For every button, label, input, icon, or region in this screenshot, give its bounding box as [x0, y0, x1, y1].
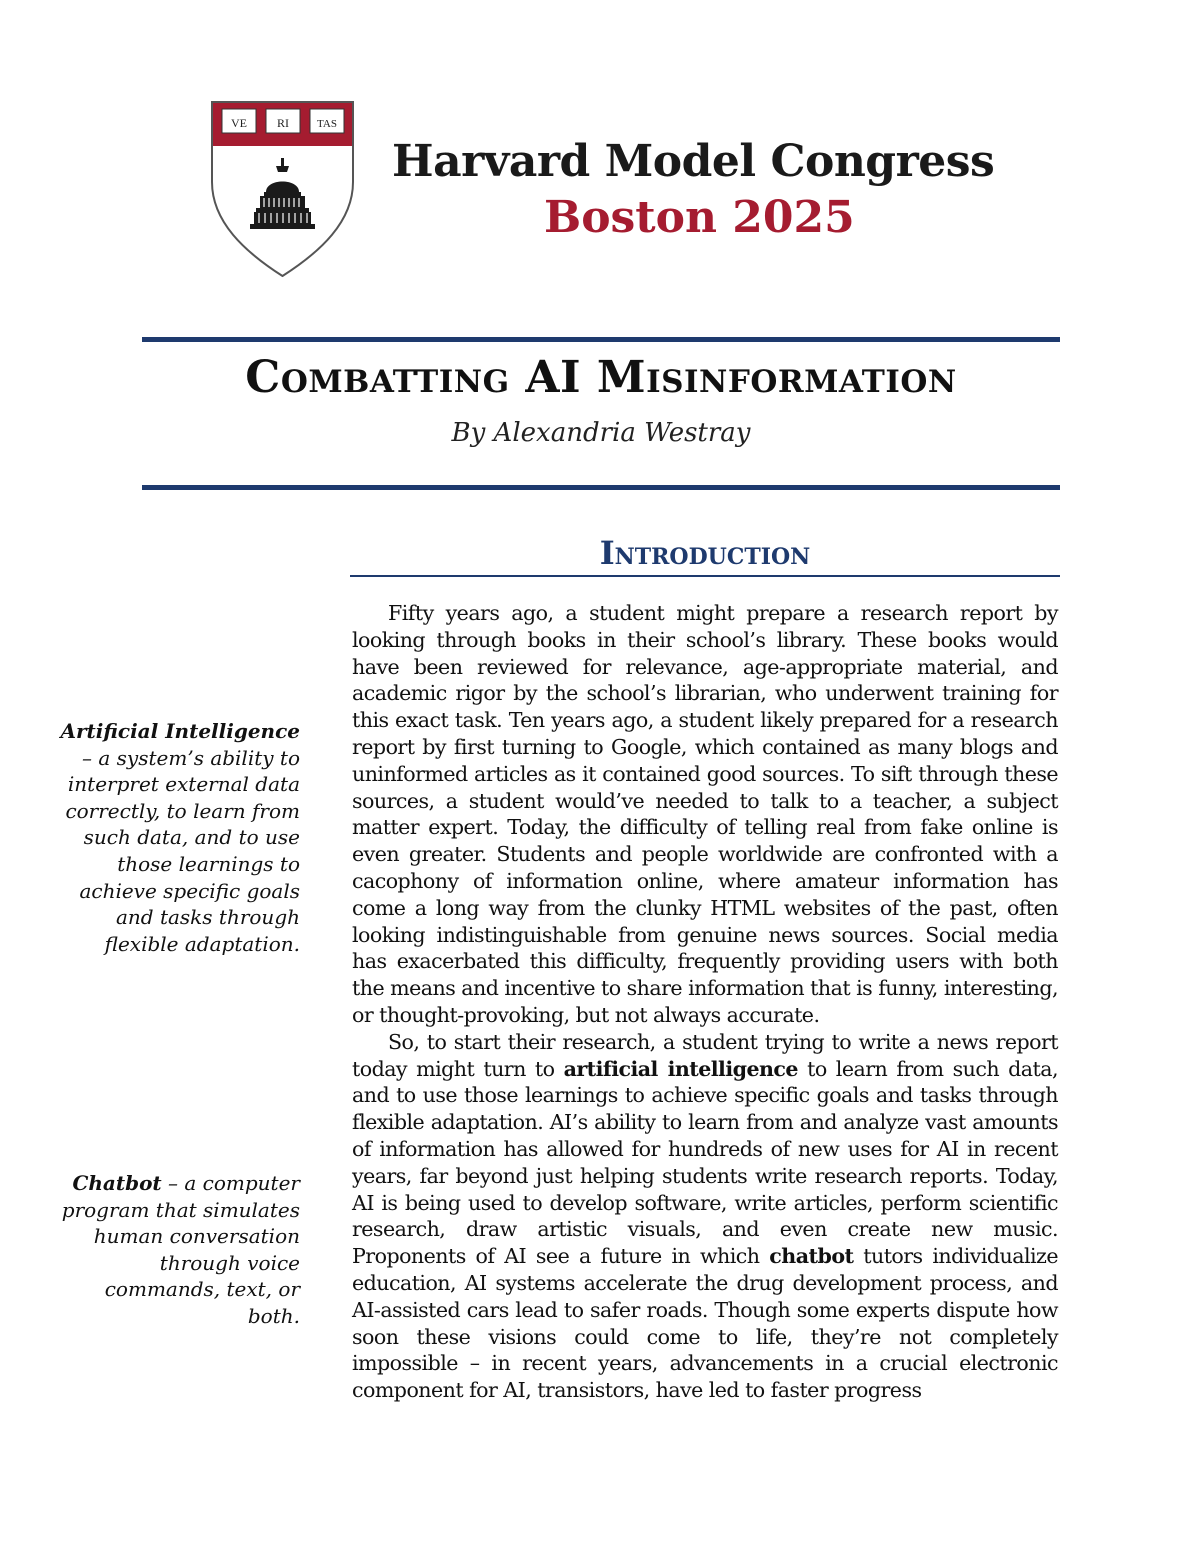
paragraph: [352, 1029, 1058, 1404]
glossary-term: artificial intelligence: [563, 1056, 798, 1081]
definition-term: Artificial Intelligence: [60, 719, 300, 743]
book-letters-1: VE: [231, 116, 247, 130]
definition-term: Chatbot: [72, 1171, 162, 1195]
paragraph-text: tutors individualize education, AI systems accelerate the drug development process, and AI-assisted cars lead to safer roads. Though some experts dispute how soon these visions could come to life, they’re not completely impossible – in recent years, advancements in a crucial electronic component for AI, transistors, have led to faster progress: [352, 1244, 1058, 1403]
definition-text: – a system’s ability to interpret external data correctly, to learn from such data, and to use those learnings to achieve specific goals and tasks through flexible adaptation.: [65, 745, 300, 956]
event-name: Boston 2025: [544, 192, 855, 243]
title-rule-bottom: [142, 485, 1060, 490]
section-rule: [350, 575, 1060, 577]
document-title: Combatting AI Misinformation: [245, 352, 957, 403]
paragraph-text: to learn from such data, and to use those learnings to achieve specific goals and tasks through flexible adaptation. AI’s ability to learn from and analyze vast amounts of information has allowed for hundreds of new uses for AI in recent years, far beyond just helping students write research reports. Today, AI is being used to develop software, write articles, perform scientific research, draw artistic visuals, and even create new music. Proponents of AI see a future in which: [352, 1056, 1058, 1269]
harvard-shield-logo-icon: [210, 100, 355, 278]
byline: By Alexandria Westray: [451, 418, 751, 448]
book-letters-2: RI: [277, 116, 289, 130]
sidebar-definition: [55, 1170, 300, 1330]
definition-text: – a computer program that simulates human conversation through voice commands, text, or both.: [61, 1171, 300, 1328]
section-heading: Introduction: [599, 534, 811, 572]
paragraph-text: So, to start their research, a student trying to write a news report today might turn to: [352, 1029, 1058, 1081]
title-rule-top: [142, 337, 1060, 342]
paragraph: Fifty years ago, a student might prepare a research report by looking through books in their school’s library. These books would have been reviewed for relevance, age-appropriate material, and academic rigor by the school’s librarian, who underwent training for this exact task. Ten years ago, a student likely prepared for a research report by first turning to Google, which contained as many blogs and uninformed articles as it contained good sources. To sift through these sources, a student would’ve needed to talk to a teacher, a subject matter expert. Today, the difficulty of telling real from fake online is even greater. Students and people worldwide are confronted with a cacophony of information online, where amateur information has come a long way from the clunky HTML websites of the past, often looking indistinguishable from genuine news sources. Social media has exacerbated this difficulty, frequently providing users with both the means and incentive to share information that is funny, interesting, or thought-provoking, but not always accurate.: [352, 601, 1058, 1027]
glossary-term: chatbot: [769, 1244, 854, 1269]
book-letters-3: TAS: [317, 118, 337, 130]
body-text: [352, 600, 1058, 1404]
sidebar-definition: [55, 718, 300, 957]
org-name: Harvard Model Congress: [392, 136, 995, 187]
